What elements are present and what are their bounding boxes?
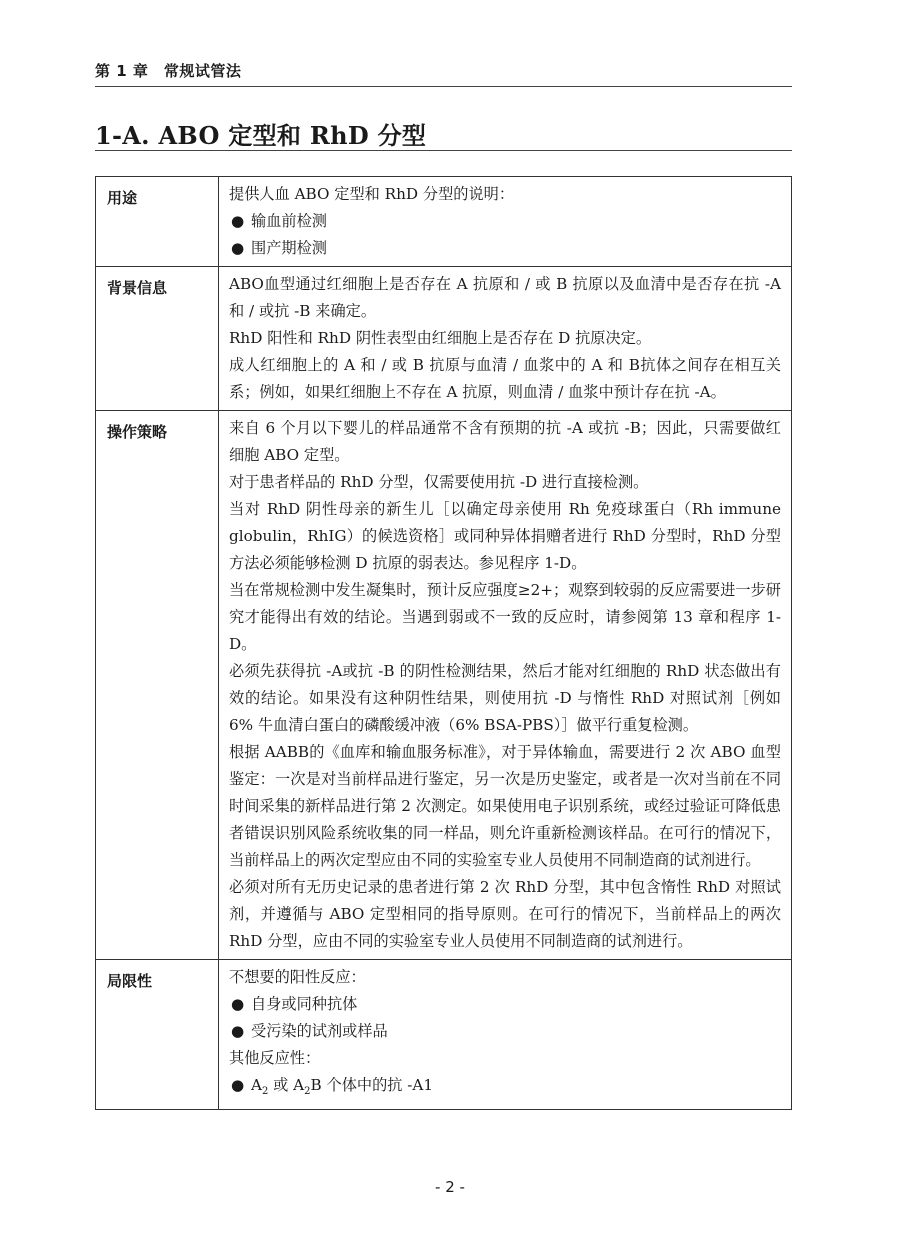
header-divider <box>95 86 792 87</box>
row-content <box>219 411 792 960</box>
bullet-text-part: 2 <box>304 1086 311 1098</box>
bullet-icon: ● <box>231 212 245 230</box>
paragraph: ABO血型通过红细胞上是否存在 A 抗原和 / 或 B 抗原以及血清中是否存在抗 -A 和 / 或抗 -B 来确定。 <box>229 275 781 320</box>
paragraph: 必须先获得抗 -A或抗 -B 的阴性检测结果，然后才能对红细胞的 RhD 状态做出有效的结论。如果没有这种阴性结果，则使用抗 -D 与惰性 RhD 对照试剂［例如 6% 牛血清白蛋白的磷酸缓冲液（6% BSA-PBS）］做平行重复检测。 <box>229 662 781 734</box>
table-row <box>96 411 792 960</box>
paragraph: 来自 6 个月以下婴儿的样品通常不含有预期的抗 -A 或抗 -B；因此，只需要做红细胞 ABO 定型。 <box>229 419 781 464</box>
bullet-icon: ● <box>231 239 245 257</box>
table-row <box>96 267 792 411</box>
paragraph: RhD 阳性和 RhD 阴性表型由红细胞上是否存在 D 抗原决定。 <box>229 329 652 347</box>
bullet-item <box>229 1072 781 1105</box>
page-number: - 2 - <box>435 1178 465 1196</box>
table-row <box>96 177 792 267</box>
bullet-text: 围产期检测 <box>251 239 327 257</box>
bullet-icon: ● <box>231 995 245 1013</box>
bullet-item <box>229 991 781 1018</box>
bullet-text-part: B 个体中的抗 -A1 <box>310 1076 434 1094</box>
paragraph: 必须对所有无历史记录的患者进行第 2 次 RhD 分型，其中包含惰性 RhD 对照试剂，并遵循与 ABO 定型相同的指导原则。在可行的情况下，当前样品上的两次 RhD 分型，应由不同的实验室专业人员使用不同制造商的试剂进行。 <box>229 878 781 950</box>
row-content <box>219 960 792 1110</box>
row-label: 背景信息 <box>96 267 219 411</box>
bullet-text-part: A <box>251 1076 262 1094</box>
paragraph: 提供人血 ABO 定型和 RhD 分型的说明： <box>229 185 515 203</box>
paragraph: 其他反应性： <box>229 1049 321 1067</box>
bullet-text: 自身或同种抗体 <box>251 995 358 1013</box>
row-label: 用途 <box>96 177 219 267</box>
bullet-item <box>229 235 781 262</box>
title-divider <box>95 150 792 151</box>
paragraph: 当在常规检测中发生凝集时，预计反应强度≥2+；观察到较弱的反应需要进一步研究才能得出有效的结论。当遇到弱或不一致的反应时，请参阅第 13 章和程序 1-D。 <box>229 581 781 653</box>
row-content <box>219 177 792 267</box>
chapter-header: 第 1 章 常规试管法 <box>95 62 242 80</box>
bullet-item <box>229 1018 781 1045</box>
bullet-item <box>229 208 781 235</box>
bullet-icon: ● <box>231 1076 245 1094</box>
row-label: 操作策略 <box>96 411 219 960</box>
paragraph: 当对 RhD 阴性母亲的新生儿［以确定母亲使用 Rh 免疫球蛋白（Rh immune globulin，RhIG）的候选资格］或同种异体捐赠者进行 RhD 分型时，RhD 分型方法必须能够检测 D 抗原的弱表达。参见程序 1-D。 <box>229 500 781 572</box>
info-table <box>95 176 792 1110</box>
paragraph: 对于患者样品的 RhD 分型，仅需要使用抗 -D 进行直接检测。 <box>229 473 649 491</box>
paragraph: 成人红细胞上的 A 和 / 或 B 抗原与血清 / 血浆中的 A 和 B抗体之间存在相互关系；例如，如果红细胞上不存在 A 抗原，则血清 / 血浆中预计存在抗 -A。 <box>229 356 781 401</box>
bullet-text: 受污染的试剂或样品 <box>251 1022 388 1040</box>
row-content <box>219 267 792 411</box>
bullet-icon: ● <box>231 1022 245 1040</box>
bullet-text: 输血前检测 <box>251 212 327 230</box>
table-row <box>96 960 792 1110</box>
row-label: 局限性 <box>96 960 219 1110</box>
bullet-text-part: 或 A <box>268 1076 305 1094</box>
bullet-text-part: 2 <box>261 1086 269 1098</box>
paragraph: 根据 AABB的《血库和输血服务标准》，对于异体输血，需要进行 2 次 ABO 血型鉴定：一次是对当前样品进行鉴定，另一次是历史鉴定，或者是一次对当前在不同时间采集的新样品进行第 2 次测定。如果使用电子识别系统，或经过验证可降低患者错误识别风险系统收集的同一样品，则允许重新检测该样品。在可行的情况下，当前样品上的两次定型应由不同的实验室专业人员使用不同制造商的试剂进行。 <box>229 743 781 869</box>
paragraph: 不想要的阳性反应： <box>229 968 366 986</box>
section-title: 1-A. ABO 定型和 RhD 分型 <box>95 121 427 150</box>
